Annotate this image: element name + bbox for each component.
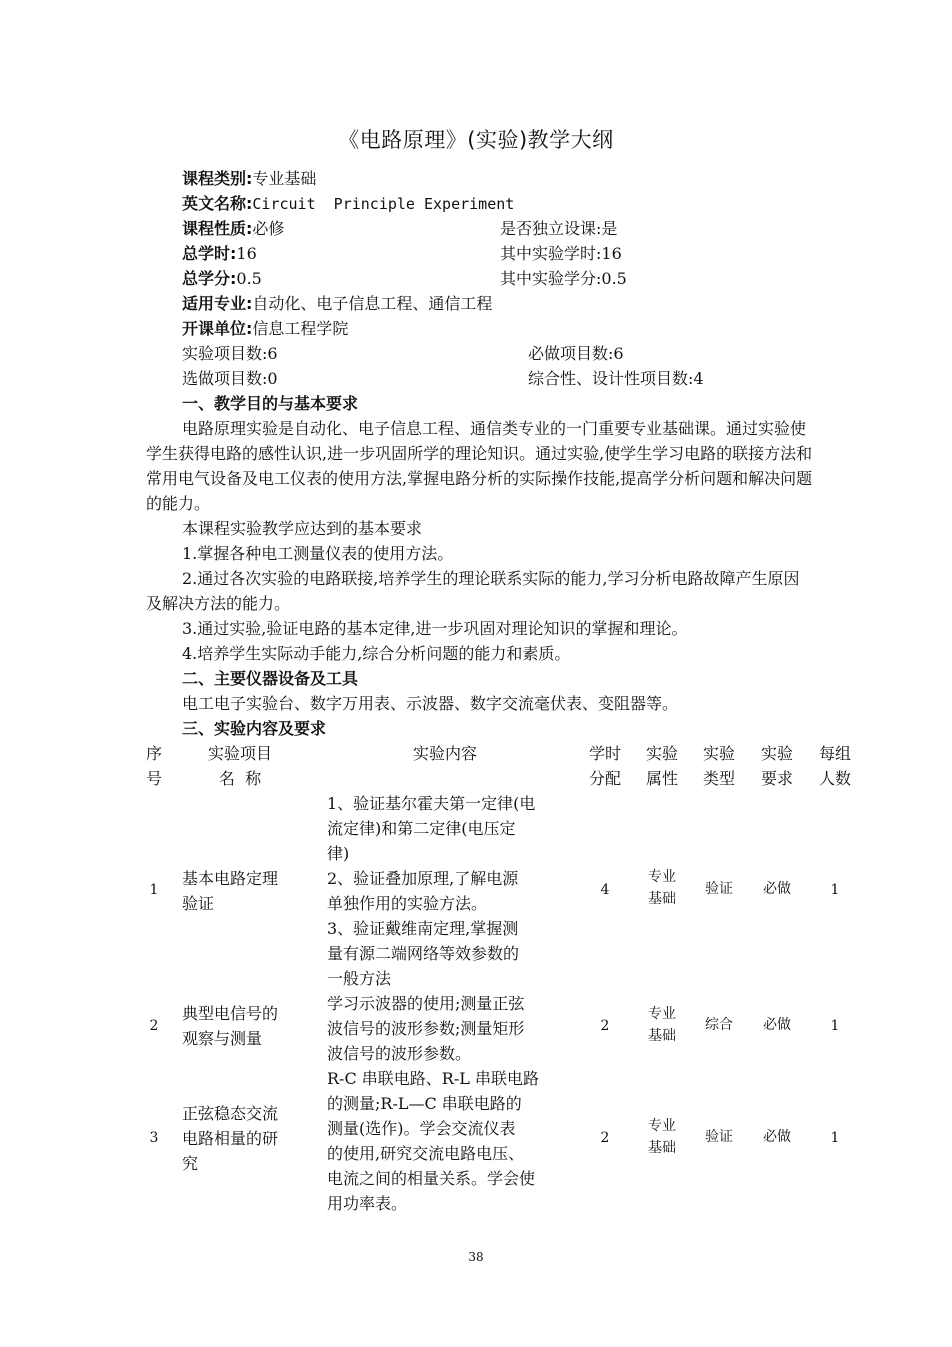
header-req-2: 要求 [760,769,793,788]
row1-name-line1: 基本电路定理 [182,869,279,888]
category-line [182,166,316,191]
section1-paragraph [146,416,814,516]
total-hours-value: 16 [236,244,257,263]
row3-content-line1: R-C 串联电路、R-L 串联电路 [327,1069,539,1088]
row1-requirement: 必做 [763,881,791,897]
header-people-2: 人数 [818,769,851,788]
nature-label: 课程性质: [182,219,253,238]
row3-hours: 2 [600,1130,610,1146]
items-count: 实验项目数:6 [182,344,278,363]
row2-content-line1: 学习示波器的使用;测量正弦 [327,994,525,1013]
header-name-1: 实验项目 [207,744,272,763]
row3-content-line6: 用功率表。 [327,1194,408,1213]
nature-line [182,216,284,241]
row2-name-line1: 典型电信号的 [182,1004,279,1023]
row2-people: 1 [830,1018,840,1034]
row1-content-line4: 2、验证叠加原理,了解电源 [327,869,519,888]
row2-name-line2: 观察与测量 [182,1029,263,1048]
header-type-2: 类型 [702,769,735,788]
requirements-intro [146,516,814,541]
requirement-4 [146,641,814,666]
total-hours-label: 总学时: [182,244,237,263]
document-title: 《电路原理》(实验)教学大纲 [338,128,614,152]
lab-credits: 其中实验学分:0.5 [500,269,627,288]
row2-attr-line1: 专业 [648,1006,676,1022]
category-value: 专业基础 [252,169,317,188]
row3-name-line2: 电路相量的研 [182,1129,279,1148]
row1-content-line1: 1、验证基尔霍夫第一定律(电 [327,794,536,813]
unit-label: 开课单位: [182,319,253,338]
english-name-label: 英文名称: [182,194,253,213]
required-count: 必做项目数:6 [528,344,624,363]
row3-content-line5: 电流之间的相量关系。学会使 [327,1169,536,1188]
total-credits-line [182,266,262,291]
optional-count: 选做项目数:0 [182,369,278,388]
unit-value: 信息工程学院 [252,319,349,338]
header-seq-2: 号 [145,769,162,788]
row1-hours: 4 [600,882,610,898]
row2-requirement: 必做 [763,1017,791,1033]
english-name-line [182,191,514,217]
total-hours-line [182,241,257,266]
section3-heading: 三、实验内容及要求 [182,719,327,738]
majors-value: 自动化、电子信息工程、通信工程 [252,294,493,313]
row3-people: 1 [830,1130,840,1146]
row1-type: 验证 [705,881,733,897]
design-count: 综合性、设计性项目数:4 [528,369,704,388]
category-label: 课程类别: [182,169,253,188]
row1-content-line3: 律) [327,844,350,863]
row1-content-line2: 流定律)和第二定律(电压定 [327,819,516,838]
row2-type: 综合 [705,1017,733,1033]
row3-type: 验证 [705,1129,733,1145]
section1-heading: 一、教学目的与基本要求 [182,394,359,413]
row1-name-line2: 验证 [182,894,215,913]
unit-line [182,316,348,341]
header-hours-1: 学时 [588,744,621,763]
header-hours-2: 分配 [588,769,621,788]
section1-paragraph-text: 电路原理实验是自动化、电子信息工程、通信类专业的一门重要专业基础课。通过实验使学生获得电路的感性认识,进一步巩固所学的理论知识。通过实验,使学生学习电路的联接方法和常用电气设备及电工仪表的使用方法,掌握电路分析的实际操作技能,提高学分析问题和解决问题的能力。 [146,419,813,513]
total-credits-value: 0.5 [236,269,262,288]
header-type-1: 实验 [702,744,735,763]
header-req-1: 实验 [760,744,793,763]
row2-hours: 2 [600,1018,610,1034]
row1-content-line8: 一般方法 [327,969,392,988]
requirement-2 [146,566,814,616]
row1-content-line7: 量有源二端网络等效参数的 [327,944,520,963]
row1-attr-line2: 基础 [648,891,676,907]
english-name-value: Circuit Principle Experiment [252,195,515,213]
requirement-4-text: 4.培养学生实际动手能力,综合分析问题的能力和素质。 [182,644,571,663]
equipment-text: 电工电子实验台、数字万用表、示波器、数字交流毫伏表、变阻器等。 [182,694,679,713]
requirement-3-text: 3.通过实验,验证电路的基本定律,进一步巩固对理论知识的掌握和理论。 [182,619,688,638]
total-credits-label: 总学分: [182,269,237,288]
requirement-3 [146,616,814,641]
row1-number: 1 [149,882,159,898]
header-attr-1: 实验 [645,744,678,763]
row1-content-line5: 单独作用的实验方法。 [327,894,488,913]
requirements-intro-text: 本课程实验教学应达到的基本要求 [182,519,423,538]
header-seq-1: 序 [145,744,162,763]
row2-attr-line2: 基础 [648,1028,676,1044]
requirement-1-text: 1.掌握各种电工测量仪表的使用方法。 [182,544,454,563]
row3-name-line1: 正弦稳态交流 [182,1104,279,1123]
row1-people: 1 [830,882,840,898]
majors-label: 适用专业: [182,294,253,313]
header-content: 实验内容 [412,744,477,763]
row3-number: 3 [149,1130,159,1146]
requirement-2-text: 2.通过各次实验的电路联接,培养学生的理论联系实际的能力,学习分析电路故障产生原因及解决方法的能力。 [146,569,800,613]
row3-content-line3: 测量(选作)。学会交流仪表 [327,1119,516,1138]
header-name-2: 名 称 [218,769,262,788]
row2-content-line3: 波信号的波形参数。 [327,1044,472,1063]
requirement-1 [146,541,814,566]
nature-value: 必修 [252,219,285,238]
row1-content-line6: 3、验证戴维南定理,掌握测 [327,919,519,938]
row3-attr-line2: 基础 [648,1140,676,1156]
header-attr-2: 属性 [645,769,678,788]
page-number: 38 [468,1250,484,1264]
row3-content-line2: 的测量;R-L—C 串联电路的 [327,1094,522,1113]
section2-heading: 二、主要仪器设备及工具 [182,669,359,688]
row3-attr-line1: 专业 [648,1118,676,1134]
row2-number: 2 [149,1018,159,1034]
header-people-1: 每组 [818,744,851,763]
lab-hours: 其中实验学时:16 [500,244,622,263]
row3-name-line3: 究 [182,1154,199,1173]
majors-line [182,291,492,316]
row3-requirement: 必做 [763,1129,791,1145]
row1-attr-line1: 专业 [648,869,676,885]
independent-course: 是否独立设课:是 [500,219,618,238]
row3-content-line4: 的使用,研究交流电路电压、 [327,1144,525,1163]
row2-content-line2: 波信号的波形参数;测量矩形 [327,1019,525,1038]
